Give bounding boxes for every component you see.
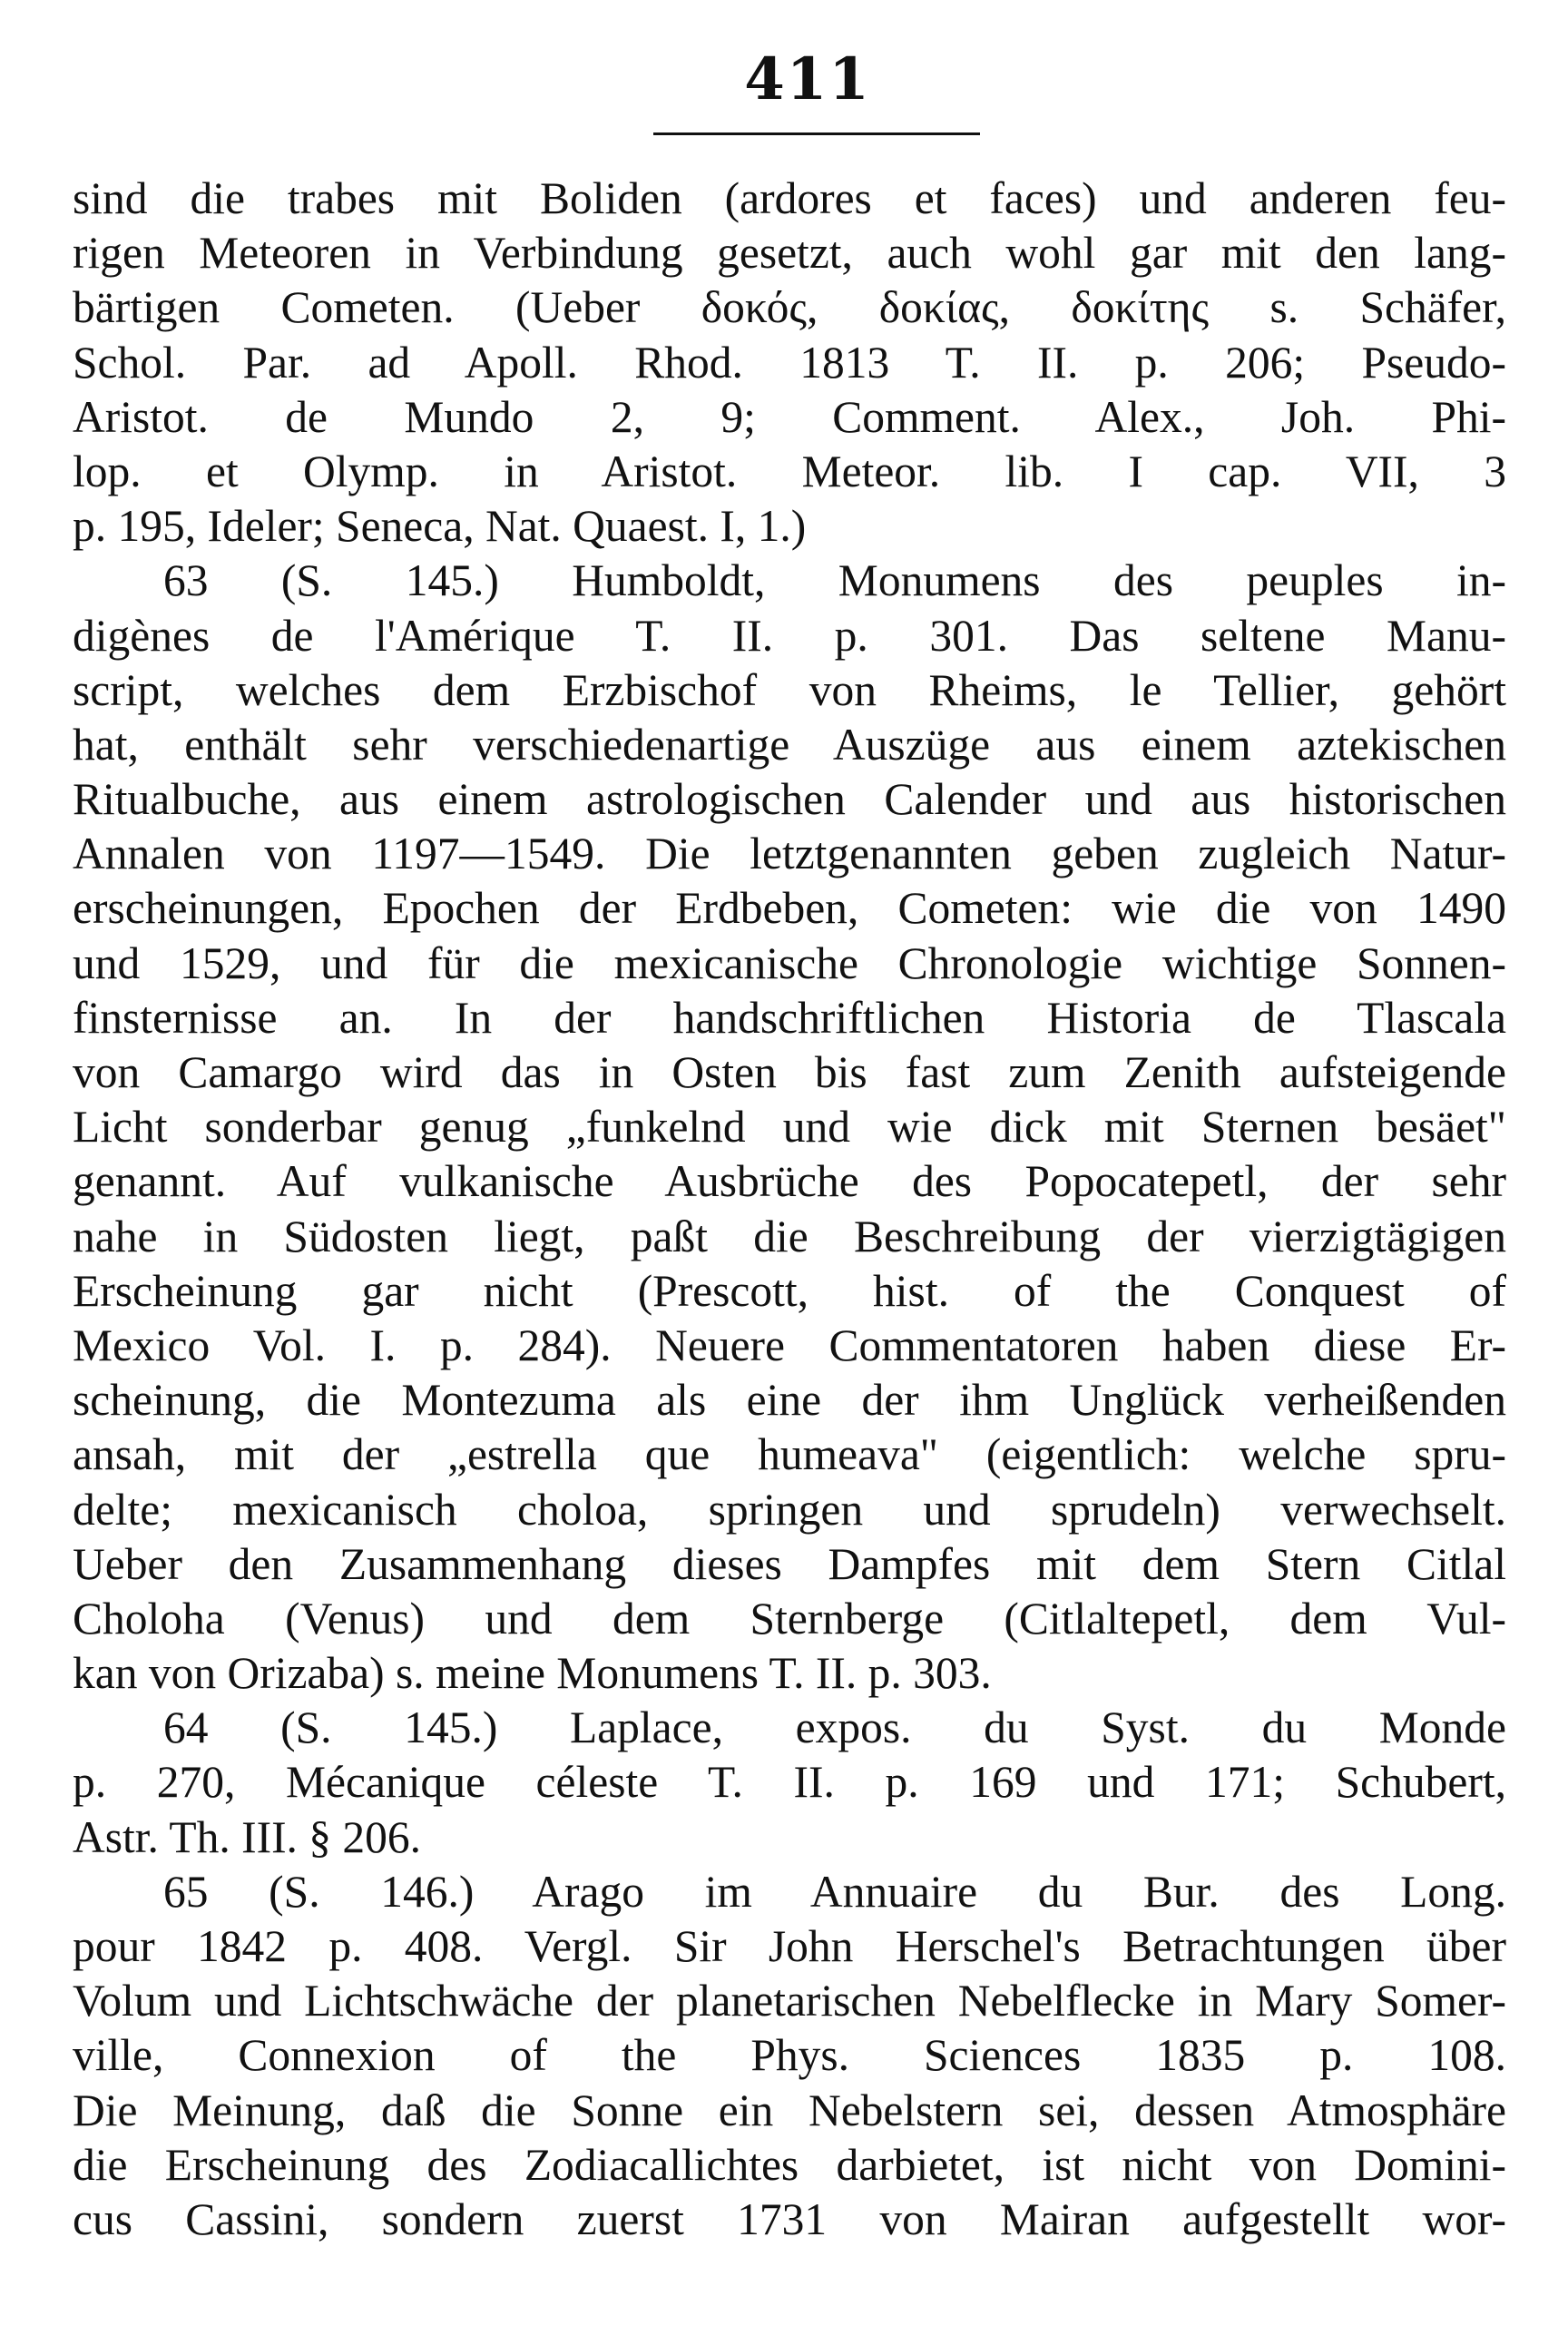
text-line: Aristot. de Mundo 2, 9; Comment. Alex., Joh. Phi- — [73, 391, 1506, 442]
text-line: von Camargo wird das in Osten bis fast zum Zenith aufsteigende — [73, 1047, 1506, 1097]
text-line: Volum und Lichtschwäche der planetarischen Nebelflecke in Mary Somer- — [73, 1976, 1506, 2026]
text-line: p. 270, Mécanique céleste T. II. p. 169 und 171; Schubert, — [73, 1757, 1506, 1808]
text-line: Choloha (Venus) und dem Sternberge (Citlaltepetl, dem Vul- — [73, 1593, 1506, 1643]
text-line: finsternisse an. In der handschriftlichen Historia de Tlascala — [73, 992, 1506, 1043]
book-page — [73, 36, 1506, 2323]
text-line: und 1529, und für die mexicanische Chronologie wichtige Sonnen- — [73, 937, 1506, 988]
text-line: Schol. Par. ad Apoll. Rhod. 1813 T. II. p. 206; Pseudo- — [73, 337, 1506, 388]
header-rule — [653, 132, 980, 135]
text-line: genannt. Auf vulkanische Ausbrüche des Popocatepetl, der sehr — [73, 1156, 1506, 1207]
text-line: scheinung, die Montezuma als eine der ihm Unglück verheißenden — [73, 1375, 1506, 1426]
text-line: 65 (S. 146.) Arago im Annuaire du Bur. des Long. — [163, 1866, 1506, 1917]
text-line: Ueber den Zusammenhang dieses Dampfes mit dem Stern Citlal — [73, 1538, 1506, 1589]
text-line: Erscheinung gar nicht (Prescott, hist. of the Conquest of — [73, 1265, 1506, 1316]
text-line: Annalen von 1197—1549. Die letztgenannten geben zugleich Natur- — [73, 829, 1506, 879]
text-line: Mexico Vol. I. p. 284). Neuere Commentatoren haben diese Er- — [73, 1320, 1506, 1370]
text-line: 64 (S. 145.) Laplace, expos. du Syst. du Monde — [163, 1702, 1506, 1753]
text-line: 63 (S. 145.) Humboldt, Monumens des peuples in- — [163, 555, 1506, 606]
text-line: ansah, mit der „estrella que humeava" (eigentlich: welche spru- — [73, 1429, 1506, 1480]
text-line: Die Meinung, daß die Sonne ein Nebelstern sei, dessen Atmosphäre — [73, 2085, 1506, 2135]
page-number: 411 — [744, 45, 871, 113]
text-line: ville, Connexion of the Phys. Sciences 1835 p. 108. — [73, 2030, 1506, 2081]
text-line: nahe in Südosten liegt, paßt die Beschreibung der vierzigtägigen — [73, 1211, 1506, 1261]
text-line: Licht sonderbar genug „funkelnd und wie dick mit Sternen besäet" — [73, 1102, 1506, 1153]
text-line: Ritualbuche, aus einem astrologischen Calender und aus historischen — [73, 774, 1506, 825]
text-line: kan von Orizaba) s. meine Monumens T. II. p. 303. — [73, 1648, 992, 1699]
text-line: erscheinungen, Epochen der Erdbeben, Cometen: wie die von 1490 — [73, 883, 1506, 934]
text-line: die Erscheinung des Zodiacallichtes darbietet, ist nicht von Domini- — [73, 2139, 1506, 2190]
text-line: pour 1842 p. 408. Vergl. Sir John Herschel's Betrachtungen über — [73, 1921, 1506, 1971]
footnote-text-body — [73, 172, 1506, 2247]
text-line: bärtigen Cometen. (Ueber δοκός, δοκίας, δοκίτης s. Schäfer, — [73, 282, 1506, 333]
text-line: sind die trabes mit Boliden (ardores et faces) und anderen feu- — [73, 173, 1506, 223]
text-line: p. 195, Ideler; Seneca, Nat. Quaest. I, 1.) — [73, 501, 807, 552]
text-line: Astr. Th. III. § 206. — [73, 1811, 422, 1862]
text-line: rigen Meteoren in Verbindung gesetzt, auch wohl gar mit den lang- — [73, 228, 1506, 279]
text-line: hat, enthält sehr verschiedenartige Auszüge aus einem aztekischen — [73, 719, 1506, 770]
text-line: cus Cassini, sondern zuerst 1731 von Mairan aufgestellt wor- — [73, 2193, 1506, 2244]
text-line: script, welches dem Erzbischof von Rheims, le Tellier, gehört — [73, 664, 1506, 715]
text-line: digènes de l'Amérique T. II. p. 301. Das seltene Manu- — [73, 610, 1506, 661]
text-line: delte; mexicanisch choloa, springen und sprudeln) verwechselt. — [73, 1484, 1506, 1535]
text-line: lop. et Olymp. in Aristot. Meteor. lib. I cap. VII, 3 — [73, 446, 1506, 496]
